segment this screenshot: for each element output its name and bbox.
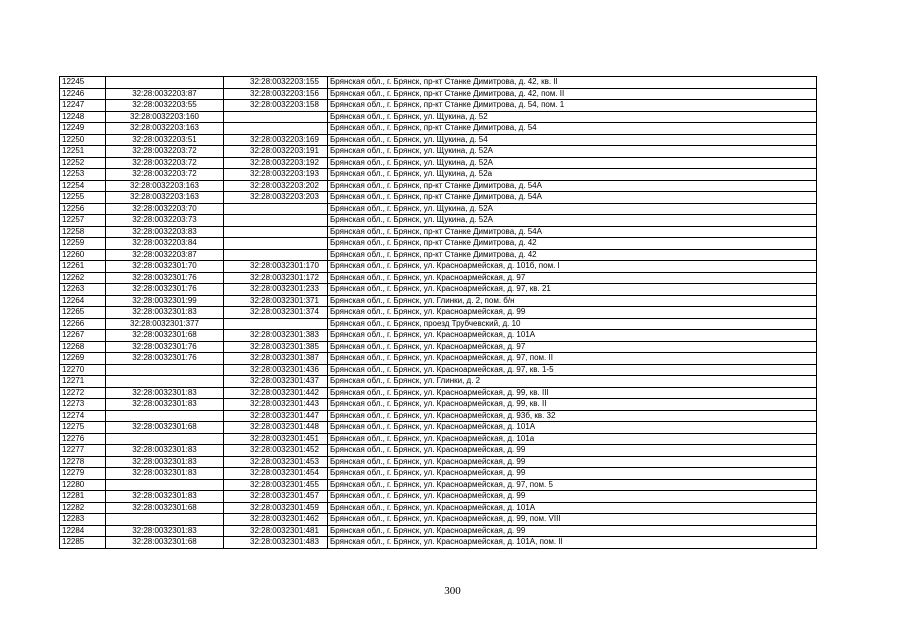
object-cadastral-number-cell: 32:28:0032203:156 xyxy=(224,88,328,100)
parcel-cadastral-number-cell: 32:28:0032301:68 xyxy=(106,422,224,434)
row-number-cell: 12258 xyxy=(60,226,106,238)
parcel-cadastral-number-cell: 32:28:0032203:72 xyxy=(106,157,224,169)
parcel-cadastral-number-cell: 32:28:0032203:87 xyxy=(106,88,224,100)
table-row xyxy=(60,180,817,192)
row-number-cell: 12247 xyxy=(60,100,106,112)
page-number: 300 xyxy=(444,585,461,597)
address-cell: Брянская обл., г. Брянск, ул. Щукина, д. 54 xyxy=(328,134,817,146)
table-row xyxy=(60,192,817,204)
object-cadastral-number-cell: 32:28:0032301:436 xyxy=(224,364,328,376)
row-number-cell: 12266 xyxy=(60,318,106,330)
row-number-cell: 12255 xyxy=(60,192,106,204)
parcel-cadastral-number-cell: 32:28:0032203:73 xyxy=(106,215,224,227)
address-cell: Брянская обл., г. Брянск, ул. Красноармейская, д. 99 xyxy=(328,445,817,457)
object-cadastral-number-cell: 32:28:0032203:193 xyxy=(224,169,328,181)
object-cadastral-number-cell: 32:28:0032203:158 xyxy=(224,100,328,112)
parcel-cadastral-number-cell: 32:28:0032203:163 xyxy=(106,180,224,192)
parcel-cadastral-number-cell: 32:28:0032301:83 xyxy=(106,445,224,457)
object-cadastral-number-cell: 32:28:0032301:172 xyxy=(224,272,328,284)
table-row xyxy=(60,479,817,491)
row-number-cell: 12259 xyxy=(60,238,106,250)
table-row xyxy=(60,77,817,89)
table-row xyxy=(60,100,817,112)
parcel-cadastral-number-cell xyxy=(106,514,224,526)
row-number-cell: 12254 xyxy=(60,180,106,192)
parcel-cadastral-number-cell: 32:28:0032203:84 xyxy=(106,238,224,250)
object-cadastral-number-cell: 32:28:0032301:452 xyxy=(224,445,328,457)
table-row xyxy=(60,364,817,376)
table-row xyxy=(60,238,817,250)
address-cell: Брянская обл., г. Брянск, пр-кт Станке Димитрова, д. 42, пом. II xyxy=(328,88,817,100)
parcel-cadastral-number-cell: 32:28:0032301:83 xyxy=(106,525,224,537)
row-number-cell: 12264 xyxy=(60,295,106,307)
table-row xyxy=(60,318,817,330)
address-cell: Брянская обл., г. Брянск, ул. Красноармейская, д. 97 xyxy=(328,341,817,353)
row-number-cell: 12267 xyxy=(60,330,106,342)
row-number-cell: 12245 xyxy=(60,77,106,89)
parcel-cadastral-number-cell xyxy=(106,410,224,422)
table-body xyxy=(60,77,817,549)
parcel-cadastral-number-cell: 32:28:0032301:76 xyxy=(106,341,224,353)
object-cadastral-number-cell: 32:28:0032301:453 xyxy=(224,456,328,468)
table-row xyxy=(60,468,817,480)
row-number-cell: 12250 xyxy=(60,134,106,146)
address-cell: Брянская обл., г. Брянск, ул. Красноармейская, д. 99 xyxy=(328,468,817,480)
table-row xyxy=(60,502,817,514)
address-cell: Брянская обл., г. Брянск, ул. Красноармейская, д. 97, кв. 21 xyxy=(328,284,817,296)
address-cell: Брянская обл., г. Брянск, ул. Красноармейская, д. 99, кв. II xyxy=(328,399,817,411)
object-cadastral-number-cell: 32:28:0032301:448 xyxy=(224,422,328,434)
parcel-cadastral-number-cell: 32:28:0032301:76 xyxy=(106,353,224,365)
row-number-cell: 12284 xyxy=(60,525,106,537)
row-number-cell: 12265 xyxy=(60,307,106,319)
parcel-cadastral-number-cell: 32:28:0032203:83 xyxy=(106,226,224,238)
object-cadastral-number-cell: 32:28:0032301:459 xyxy=(224,502,328,514)
parcel-cadastral-number-cell: 32:28:0032203:87 xyxy=(106,249,224,261)
address-cell: Брянская обл., г. Брянск, пр-кт Станке Димитрова, д. 54А xyxy=(328,180,817,192)
table-row xyxy=(60,433,817,445)
table-row xyxy=(60,215,817,227)
object-cadastral-number-cell: 32:28:0032301:374 xyxy=(224,307,328,319)
address-cell: Брянская обл., г. Брянск, проезд Трубчевский, д. 10 xyxy=(328,318,817,330)
table-row xyxy=(60,226,817,238)
object-cadastral-number-cell: 32:28:0032203:155 xyxy=(224,77,328,89)
object-cadastral-number-cell: 32:28:0032301:443 xyxy=(224,399,328,411)
object-cadastral-number-cell: 32:28:0032301:454 xyxy=(224,468,328,480)
table-row xyxy=(60,387,817,399)
parcel-cadastral-number-cell: 32:28:0032301:377 xyxy=(106,318,224,330)
row-number-cell: 12280 xyxy=(60,479,106,491)
address-cell: Брянская обл., г. Брянск, ул. Красноармейская, д. 99, кв. III xyxy=(328,387,817,399)
row-number-cell: 12253 xyxy=(60,169,106,181)
address-cell: Брянская обл., г. Брянск, ул. Красноармейская, д. 93б, кв. 32 xyxy=(328,410,817,422)
table-row xyxy=(60,169,817,181)
object-cadastral-number-cell xyxy=(224,226,328,238)
address-cell: Брянская обл., г. Брянск, ул. Щукина, д. 52А xyxy=(328,157,817,169)
address-cell: Брянская обл., г. Брянск, ул. Красноармейская, д. 101б, пом. I xyxy=(328,261,817,273)
address-cell: Брянская обл., г. Брянск, ул. Щукина, д. 52А xyxy=(328,215,817,227)
object-cadastral-number-cell: 32:28:0032301:371 xyxy=(224,295,328,307)
parcel-cadastral-number-cell: 32:28:0032301:68 xyxy=(106,330,224,342)
row-number-cell: 12275 xyxy=(60,422,106,434)
table-row xyxy=(60,341,817,353)
object-cadastral-number-cell xyxy=(224,249,328,261)
address-cell: Брянская обл., г. Брянск, ул. Красноармейская, д. 99 xyxy=(328,525,817,537)
parcel-cadastral-number-cell xyxy=(106,376,224,388)
object-cadastral-number-cell: 32:28:0032301:170 xyxy=(224,261,328,273)
row-number-cell: 12278 xyxy=(60,456,106,468)
object-cadastral-number-cell xyxy=(224,123,328,135)
address-cell: Брянская обл., г. Брянск, ул. Щукина, д. 52а xyxy=(328,169,817,181)
address-cell: Брянская обл., г. Брянск, ул. Красноармейская, д. 101А xyxy=(328,330,817,342)
parcel-cadastral-number-cell: 32:28:0032301:68 xyxy=(106,537,224,549)
object-cadastral-number-cell: 32:28:0032203:169 xyxy=(224,134,328,146)
object-cadastral-number-cell: 32:28:0032301:455 xyxy=(224,479,328,491)
address-cell: Брянская обл., г. Брянск, пр-кт Станке Димитрова, д. 42 xyxy=(328,238,817,250)
row-number-cell: 12252 xyxy=(60,157,106,169)
parcel-cadastral-number-cell: 32:28:0032203:72 xyxy=(106,169,224,181)
parcel-cadastral-number-cell xyxy=(106,364,224,376)
parcel-cadastral-number-cell: 32:28:0032301:83 xyxy=(106,491,224,503)
object-cadastral-number-cell: 32:28:0032301:483 xyxy=(224,537,328,549)
address-cell: Брянская обл., г. Брянск, пр-кт Станке Димитрова, д. 42, кв. II xyxy=(328,77,817,89)
row-number-cell: 12269 xyxy=(60,353,106,365)
parcel-cadastral-number-cell: 32:28:0032203:70 xyxy=(106,203,224,215)
object-cadastral-number-cell xyxy=(224,215,328,227)
registry-table xyxy=(59,76,817,549)
parcel-cadastral-number-cell: 32:28:0032301:76 xyxy=(106,272,224,284)
object-cadastral-number-cell: 32:28:0032301:383 xyxy=(224,330,328,342)
table-row xyxy=(60,249,817,261)
row-number-cell: 12249 xyxy=(60,123,106,135)
parcel-cadastral-number-cell: 32:28:0032301:83 xyxy=(106,307,224,319)
address-cell: Брянская обл., г. Брянск, ул. Красноармейская, д. 97, пом. II xyxy=(328,353,817,365)
table-row xyxy=(60,399,817,411)
parcel-cadastral-number-cell: 32:28:0032301:99 xyxy=(106,295,224,307)
table-row xyxy=(60,203,817,215)
address-cell: Брянская обл., г. Брянск, ул. Красноармейская, д. 99, пом. VIII xyxy=(328,514,817,526)
address-cell: Брянская обл., г. Брянск, ул. Глинки, д. 2, пом. б/н xyxy=(328,295,817,307)
parcel-cadastral-number-cell: 32:28:0032301:76 xyxy=(106,284,224,296)
object-cadastral-number-cell: 32:28:0032301:437 xyxy=(224,376,328,388)
address-cell: Брянская обл., г. Брянск, пр-кт Станке Димитрова, д. 54, пом. 1 xyxy=(328,100,817,112)
parcel-cadastral-number-cell: 32:28:0032203:72 xyxy=(106,146,224,158)
row-number-cell: 12251 xyxy=(60,146,106,158)
row-number-cell: 12283 xyxy=(60,514,106,526)
table-row xyxy=(60,445,817,457)
parcel-cadastral-number-cell: 32:28:0032203:163 xyxy=(106,123,224,135)
parcel-cadastral-number-cell: 32:28:0032203:51 xyxy=(106,134,224,146)
row-number-cell: 12262 xyxy=(60,272,106,284)
table-row xyxy=(60,422,817,434)
table-row xyxy=(60,330,817,342)
parcel-cadastral-number-cell: 32:28:0032301:83 xyxy=(106,387,224,399)
object-cadastral-number-cell: 32:28:0032301:442 xyxy=(224,387,328,399)
address-cell: Брянская обл., г. Брянск, ул. Красноармейская, д. 97, кв. 1-5 xyxy=(328,364,817,376)
address-cell: Брянская обл., г. Брянск, ул. Щукина, д. 52А xyxy=(328,146,817,158)
object-cadastral-number-cell: 32:28:0032203:202 xyxy=(224,180,328,192)
table-row xyxy=(60,111,817,123)
table-row xyxy=(60,157,817,169)
row-number-cell: 12285 xyxy=(60,537,106,549)
address-cell: Брянская обл., г. Брянск, пр-кт Станке Димитрова, д. 54А xyxy=(328,226,817,238)
row-number-cell: 12270 xyxy=(60,364,106,376)
table-row xyxy=(60,295,817,307)
object-cadastral-number-cell: 32:28:0032203:203 xyxy=(224,192,328,204)
parcel-cadastral-number-cell xyxy=(106,479,224,491)
table-row xyxy=(60,134,817,146)
row-number-cell: 12276 xyxy=(60,433,106,445)
address-cell: Брянская обл., г. Брянск, ул. Красноармейская, д. 99 xyxy=(328,307,817,319)
object-cadastral-number-cell: 32:28:0032301:462 xyxy=(224,514,328,526)
address-cell: Брянская обл., г. Брянск, ул. Щукина, д. 52А xyxy=(328,203,817,215)
address-cell: Брянская обл., г. Брянск, пр-кт Станке Димитрова, д. 54 xyxy=(328,123,817,135)
object-cadastral-number-cell: 32:28:0032301:233 xyxy=(224,284,328,296)
row-number-cell: 12260 xyxy=(60,249,106,261)
table-row xyxy=(60,146,817,158)
parcel-cadastral-number-cell xyxy=(106,77,224,89)
parcel-cadastral-number-cell: 32:28:0032301:83 xyxy=(106,456,224,468)
row-number-cell: 12256 xyxy=(60,203,106,215)
row-number-cell: 12277 xyxy=(60,445,106,457)
object-cadastral-number-cell: 32:28:0032301:387 xyxy=(224,353,328,365)
object-cadastral-number-cell: 32:28:0032301:451 xyxy=(224,433,328,445)
object-cadastral-number-cell xyxy=(224,111,328,123)
address-cell: Брянская обл., г. Брянск, пр-кт Станке Димитрова, д. 42 xyxy=(328,249,817,261)
table-row xyxy=(60,410,817,422)
row-number-cell: 12279 xyxy=(60,468,106,480)
address-cell: Брянская обл., г. Брянск, ул. Красноармейская, д. 99 xyxy=(328,456,817,468)
object-cadastral-number-cell xyxy=(224,203,328,215)
row-number-cell: 12246 xyxy=(60,88,106,100)
row-number-cell: 12263 xyxy=(60,284,106,296)
table-row xyxy=(60,491,817,503)
address-cell: Брянская обл., г. Брянск, ул. Красноармейская, д. 101А xyxy=(328,422,817,434)
table-row xyxy=(60,261,817,273)
row-number-cell: 12273 xyxy=(60,399,106,411)
address-cell: Брянская обл., г. Брянск, ул. Красноармейская, д. 97 xyxy=(328,272,817,284)
table-row xyxy=(60,272,817,284)
parcel-cadastral-number-cell: 32:28:0032301:68 xyxy=(106,502,224,514)
table-row xyxy=(60,514,817,526)
table-row xyxy=(60,284,817,296)
row-number-cell: 12274 xyxy=(60,410,106,422)
object-cadastral-number-cell: 32:28:0032301:481 xyxy=(224,525,328,537)
row-number-cell: 12248 xyxy=(60,111,106,123)
address-cell: Брянская обл., г. Брянск, ул. Красноармейская, д. 97, пом. 5 xyxy=(328,479,817,491)
row-number-cell: 12271 xyxy=(60,376,106,388)
address-cell: Брянская обл., г. Брянск, ул. Красноармейская, д. 99 xyxy=(328,491,817,503)
parcel-cadastral-number-cell: 32:28:0032301:83 xyxy=(106,468,224,480)
table-row xyxy=(60,123,817,135)
object-cadastral-number-cell xyxy=(224,318,328,330)
address-cell: Брянская обл., г. Брянск, ул. Красноармейская, д. 101а xyxy=(328,433,817,445)
row-number-cell: 12282 xyxy=(60,502,106,514)
object-cadastral-number-cell: 32:28:0032203:191 xyxy=(224,146,328,158)
parcel-cadastral-number-cell: 32:28:0032301:70 xyxy=(106,261,224,273)
row-number-cell: 12272 xyxy=(60,387,106,399)
address-cell: Брянская обл., г. Брянск, пр-кт Станке Димитрова, д. 54А xyxy=(328,192,817,204)
table-row xyxy=(60,88,817,100)
object-cadastral-number-cell: 32:28:0032301:457 xyxy=(224,491,328,503)
row-number-cell: 12257 xyxy=(60,215,106,227)
table-row xyxy=(60,537,817,549)
object-cadastral-number-cell: 32:28:0032203:192 xyxy=(224,157,328,169)
parcel-cadastral-number-cell xyxy=(106,433,224,445)
table-row xyxy=(60,353,817,365)
address-cell: Брянская обл., г. Брянск, ул. Щукина, д. 52 xyxy=(328,111,817,123)
table-row xyxy=(60,456,817,468)
address-cell: Брянская обл., г. Брянск, ул. Красноармейская, д. 101А xyxy=(328,502,817,514)
row-number-cell: 12281 xyxy=(60,491,106,503)
table-row xyxy=(60,376,817,388)
object-cadastral-number-cell: 32:28:0032301:447 xyxy=(224,410,328,422)
table-row xyxy=(60,307,817,319)
row-number-cell: 12261 xyxy=(60,261,106,273)
object-cadastral-number-cell xyxy=(224,238,328,250)
parcel-cadastral-number-cell: 32:28:0032203:160 xyxy=(106,111,224,123)
parcel-cadastral-number-cell: 32:28:0032301:83 xyxy=(106,399,224,411)
row-number-cell: 12268 xyxy=(60,341,106,353)
address-cell: Брянская обл., г. Брянск, ул. Глинки, д. 2 xyxy=(328,376,817,388)
object-cadastral-number-cell: 32:28:0032301:385 xyxy=(224,341,328,353)
address-cell: Брянская обл., г. Брянск, ул. Красноармейская, д. 101А, пом. II xyxy=(328,537,817,549)
parcel-cadastral-number-cell: 32:28:0032203:163 xyxy=(106,192,224,204)
parcel-cadastral-number-cell: 32:28:0032203:55 xyxy=(106,100,224,112)
table-row xyxy=(60,525,817,537)
